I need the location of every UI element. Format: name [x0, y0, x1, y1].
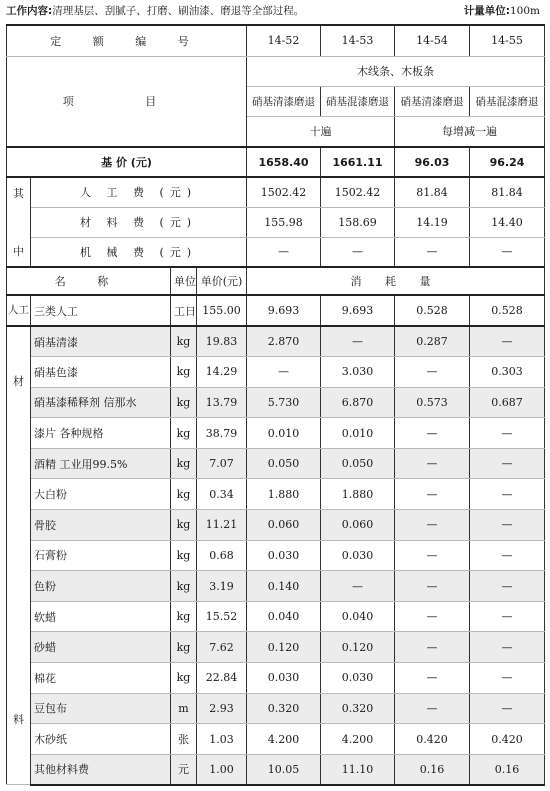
material-amount: 1.880	[247, 479, 321, 510]
material-amount: —	[321, 326, 395, 357]
material-amount: 0.420	[470, 724, 545, 755]
material-amount: —	[470, 571, 545, 602]
breakdown-value: 14.40	[470, 207, 545, 237]
material-price: 19.83	[197, 326, 247, 357]
breakdown-value: —	[395, 237, 470, 267]
material-amount: —	[395, 448, 470, 479]
quota-code: 14-52	[247, 25, 321, 56]
breakdown-label: 人 工 费 (元)	[31, 177, 247, 207]
material-price: 22.84	[197, 663, 247, 694]
material-amount: —	[470, 418, 545, 449]
labor-amount: 0.528	[470, 295, 545, 326]
material-amount: 0.16	[395, 754, 470, 785]
quota-number-row	[7, 25, 545, 56]
material-price: 0.68	[197, 540, 247, 571]
material-unit: kg	[171, 357, 197, 388]
material-price: 2.93	[197, 693, 247, 724]
material-amount: 0.010	[321, 418, 395, 449]
material-amount: 4.200	[321, 724, 395, 755]
material-row	[7, 724, 545, 755]
material-amount: —	[395, 571, 470, 602]
unit-value: 100m	[510, 5, 540, 17]
material-name: 漆片 各种规格	[31, 418, 171, 449]
material-amount: —	[395, 510, 470, 541]
breakdown-value: —	[321, 237, 395, 267]
quota-table	[6, 24, 545, 786]
item-subtype: 硝基混漆磨退	[470, 86, 545, 116]
material-unit: kg	[171, 448, 197, 479]
material-row	[7, 663, 545, 694]
material-name: 其他材料费	[31, 754, 171, 785]
unit-header: 单位	[171, 267, 197, 295]
unit-label: 计量单位:	[463, 5, 510, 17]
material-price: 7.62	[197, 632, 247, 663]
material-amount: 0.420	[395, 724, 470, 755]
base-price-value: 96.24	[470, 147, 545, 177]
breakdown-value: 81.84	[395, 177, 470, 207]
item-label: 项 目	[62, 95, 191, 109]
item-passes: 十遍	[247, 116, 395, 147]
breakdown-side-bottom: 中	[13, 245, 24, 258]
consumption-header-row	[7, 267, 545, 295]
material-amount: 0.287	[395, 326, 470, 357]
material-name: 软蜡	[31, 601, 171, 632]
material-amount: 0.030	[321, 663, 395, 694]
material-unit: kg	[171, 571, 197, 602]
material-unit: kg	[171, 326, 197, 357]
material-amount: —	[470, 540, 545, 571]
material-amount: 0.140	[247, 571, 321, 602]
material-amount: —	[321, 571, 395, 602]
item-passes: 每增减一遍	[395, 116, 545, 147]
labor-amount: 9.693	[321, 295, 395, 326]
material-amount: 2.870	[247, 326, 321, 357]
item-group: 木线条、木板条	[247, 56, 545, 86]
material-amount: 0.040	[247, 601, 321, 632]
material-amount: —	[247, 357, 321, 388]
material-amount: 3.030	[321, 357, 395, 388]
material-amount: —	[395, 663, 470, 694]
material-unit: kg	[171, 540, 197, 571]
cost-breakdown-row	[7, 237, 545, 267]
material-name: 硝基清漆	[31, 326, 171, 357]
material-row	[7, 754, 545, 785]
material-amount: —	[470, 448, 545, 479]
item-group-row	[7, 56, 545, 86]
material-amount: 6.870	[321, 387, 395, 418]
material-amount: —	[395, 693, 470, 724]
material-amount: 0.030	[247, 540, 321, 571]
material-amount: 0.120	[321, 632, 395, 663]
material-amount: 0.030	[247, 663, 321, 694]
breakdown-label: 材 料 费 (元)	[31, 207, 247, 237]
material-price: 15.52	[197, 601, 247, 632]
labor-category: 人工	[7, 295, 31, 326]
breakdown-value: 155.98	[247, 207, 321, 237]
material-name: 硝基色漆	[31, 357, 171, 388]
material-amount: 0.010	[247, 418, 321, 449]
material-name: 大白粉	[31, 479, 171, 510]
material-name: 石膏粉	[31, 540, 171, 571]
material-row	[7, 571, 545, 602]
material-amount: 0.320	[321, 693, 395, 724]
material-name: 木砂纸	[31, 724, 171, 755]
name-header: 名 称	[7, 267, 171, 295]
material-row	[7, 540, 545, 571]
material-amount: —	[470, 601, 545, 632]
material-amount: 10.05	[247, 754, 321, 785]
labor-amount: 0.528	[395, 295, 470, 326]
breakdown-value: 158.69	[321, 207, 395, 237]
material-amount: —	[395, 418, 470, 449]
base-price-value: 96.03	[395, 147, 470, 177]
breakdown-value: 1502.42	[247, 177, 321, 207]
breakdown-value: 14.19	[395, 207, 470, 237]
material-amount: 0.573	[395, 387, 470, 418]
material-unit: 张	[171, 724, 197, 755]
material-price: 0.34	[197, 479, 247, 510]
base-price-label: 基 价 (元)	[7, 147, 247, 177]
material-amount: —	[470, 693, 545, 724]
material-amount: 0.050	[247, 448, 321, 479]
material-category-bottom: 料	[13, 713, 24, 726]
item-subtype: 硝基清漆磨退	[395, 86, 470, 116]
material-price: 11.21	[197, 510, 247, 541]
material-row	[7, 387, 545, 418]
breakdown-value: —	[247, 237, 321, 267]
material-amount: —	[395, 601, 470, 632]
labor-price: 155.00	[197, 295, 247, 326]
material-amount: —	[395, 479, 470, 510]
material-amount: 0.050	[321, 448, 395, 479]
material-name: 砂蜡	[31, 632, 171, 663]
material-amount: —	[395, 540, 470, 571]
quota-code: 14-54	[395, 25, 470, 56]
material-name: 棉花	[31, 663, 171, 694]
material-price: 13.79	[197, 387, 247, 418]
breakdown-side-top: 其	[13, 187, 24, 200]
base-price-value: 1658.40	[247, 147, 321, 177]
material-price: 7.07	[197, 448, 247, 479]
labor-name: 三类人工	[31, 295, 171, 326]
material-name: 骨胶	[31, 510, 171, 541]
material-row	[7, 693, 545, 724]
work-content-text: 清理基层、刮腻子、打磨、刷油漆、磨退等全部过程。	[52, 5, 305, 17]
material-amount: 0.687	[470, 387, 545, 418]
material-amount: 0.060	[321, 510, 395, 541]
base-price-value: 1661.11	[321, 147, 395, 177]
material-amount: 0.303	[470, 357, 545, 388]
material-amount: —	[395, 357, 470, 388]
breakdown-value: 1502.42	[321, 177, 395, 207]
work-content-label: 工作内容:	[6, 5, 53, 17]
labor-unit: 工日	[171, 295, 197, 326]
material-unit: kg	[171, 663, 197, 694]
material-amount: 5.730	[247, 387, 321, 418]
material-name: 酒精 工业用99.5%	[31, 448, 171, 479]
material-unit: kg	[171, 601, 197, 632]
material-row	[7, 632, 545, 663]
material-row	[7, 326, 545, 357]
material-name: 硝基漆稀释剂 信那水	[31, 387, 171, 418]
price-header: 单价(元)	[197, 267, 247, 295]
labor-amount: 9.693	[247, 295, 321, 326]
material-unit: kg	[171, 632, 197, 663]
material-amount: 4.200	[247, 724, 321, 755]
material-row	[7, 601, 545, 632]
material-price: 38.79	[197, 418, 247, 449]
material-price: 1.03	[197, 724, 247, 755]
breakdown-side-label	[7, 177, 31, 267]
material-row	[7, 357, 545, 388]
material-amount: —	[470, 632, 545, 663]
measurement-unit	[464, 3, 540, 19]
cost-breakdown-row	[7, 207, 545, 237]
base-price-row	[7, 147, 545, 177]
material-amount: 0.320	[247, 693, 321, 724]
cost-breakdown-row	[7, 177, 545, 207]
material-price: 14.29	[197, 357, 247, 388]
quota-number-label: 定 额 编 号	[50, 34, 203, 48]
page-header	[6, 3, 544, 19]
material-name: 豆包布	[31, 693, 171, 724]
work-content	[6, 3, 304, 19]
breakdown-label: 机 械 费 (元)	[31, 237, 247, 267]
material-unit: 元	[171, 754, 197, 785]
material-amount: —	[470, 326, 545, 357]
item-subtype: 硝基混漆磨退	[321, 86, 395, 116]
material-unit: kg	[171, 387, 197, 418]
material-price: 1.00	[197, 754, 247, 785]
material-category	[7, 326, 31, 785]
consumption-header: 消 耗 量	[247, 267, 545, 295]
material-price: 3.19	[197, 571, 247, 602]
material-amount: 11.10	[321, 754, 395, 785]
material-unit: kg	[171, 418, 197, 449]
breakdown-value: —	[470, 237, 545, 267]
material-unit: kg	[171, 479, 197, 510]
material-name: 色粉	[31, 571, 171, 602]
material-amount: 0.120	[247, 632, 321, 663]
material-category-top: 材	[13, 375, 24, 388]
material-row	[7, 418, 545, 449]
material-amount: —	[470, 663, 545, 694]
material-unit: m	[171, 693, 197, 724]
item-subtype: 硝基清漆磨退	[247, 86, 321, 116]
material-amount: 0.060	[247, 510, 321, 541]
quota-code: 14-53	[321, 25, 395, 56]
labor-row	[7, 295, 545, 326]
material-unit: kg	[171, 510, 197, 541]
breakdown-value: 81.84	[470, 177, 545, 207]
material-amount: —	[395, 632, 470, 663]
quota-code: 14-55	[470, 25, 545, 56]
material-row	[7, 448, 545, 479]
material-row	[7, 510, 545, 541]
material-amount: —	[470, 479, 545, 510]
material-amount: 0.16	[470, 754, 545, 785]
material-row	[7, 479, 545, 510]
material-amount: 1.880	[321, 479, 395, 510]
material-amount: 0.030	[321, 540, 395, 571]
material-amount: —	[470, 510, 545, 541]
material-amount: 0.040	[321, 601, 395, 632]
